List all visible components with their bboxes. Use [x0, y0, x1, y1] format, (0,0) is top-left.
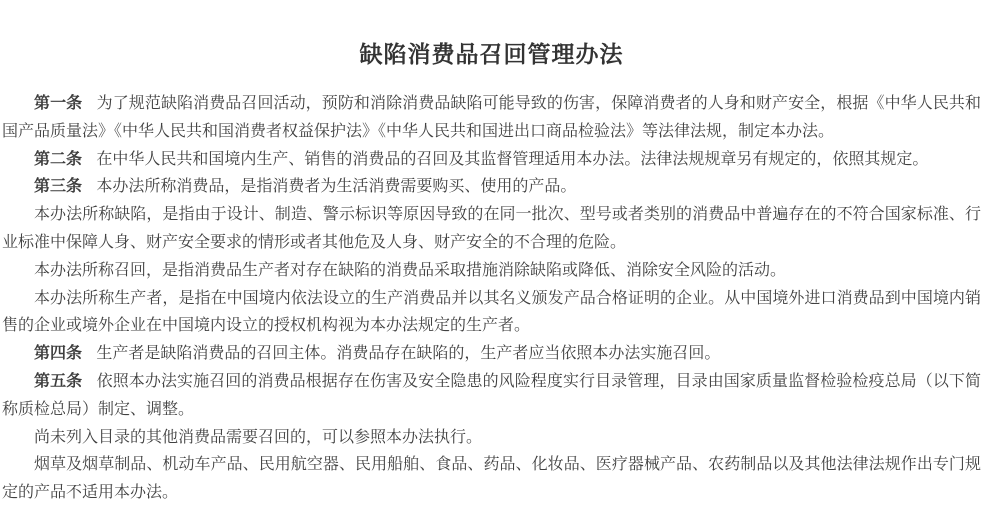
article-paragraph: [2, 340, 981, 368]
paragraph-text: 本办法所称消费品，是指消费者为生活消费需要购买、使用的产品。: [96, 178, 577, 196]
article-number: 第四条: [34, 345, 83, 363]
article-paragraph: [2, 368, 981, 424]
article-number: 第一条: [34, 95, 83, 112]
paragraph-text: 为了规范缺陷消费品召回活动，预防和消除消费品缺陷可能导致的伤害，保障消费者的人身和财产安全，根据《中华人民共和国产品质量法》《中华人民共和国消费者权益保护法》《中华人民共和国进出口商品检验法》等法律法规，制定本办法。: [2, 95, 981, 140]
article-paragraph: [2, 90, 981, 146]
article-number: 第二条: [34, 150, 83, 168]
paragraph-text: 本办法所称缺陷，是指由于设计、制造、警示标识等原因导致的在同一批次、型号或者类别的消费品中普遍存在的不符合国家标准、行业标准中保障人身、财产安全要求的情形或者其他危及人身、财产安全的不合理的危险。: [2, 206, 981, 251]
article-body: [2, 90, 981, 507]
paragraph-text: 烟草及烟草制品、机动车产品、民用航空器、民用船舶、食品、药品、化妆品、医疗器械产品、农药制品以及其他法律法规作出专门规定的产品不适用本办法。: [2, 456, 981, 502]
article-paragraph: [2, 285, 981, 341]
article-paragraph: [2, 451, 981, 507]
paragraph-text: 依照本办法实施召回的消费品根据存在伤害及安全隐患的风险程度实行目录管理，目录由国家质量监督检验检疫总局（以下简称质检总局）制定、调整。: [2, 372, 981, 418]
article-number: 第五条: [34, 372, 83, 390]
article-paragraph: [2, 257, 981, 285]
paragraph-text: 生产者是缺陷消费品的召回主体。消费品存在缺陷的，生产者应当依照本办法实施召回。: [96, 345, 721, 363]
paragraph-text: 本办法所称召回，是指消费品生产者对存在缺陷的消费品采取措施消除缺陷或降低、消除安全风险的活动。: [34, 261, 787, 279]
paragraph-text: 尚未列入目录的其他消费品需要召回的，可以参照本办法执行。: [34, 428, 483, 446]
page-title: 缺陷消费品召回管理办法: [359, 42, 624, 67]
paragraph-text: 在中华人民共和国境内生产、销售的消费品的召回及其监督管理适用本办法。法律法规规章另有规定的，依照其规定。: [96, 150, 929, 168]
paragraph-text: 本办法所称生产者，是指在中国境内依法设立的生产消费品并以其名义颁发产品合格证明的企业。从中国境外进口消费品到中国境内销售的企业或境外企业在中国境内设立的授权机构视为本办法规定的生产者。: [2, 289, 981, 335]
article-paragraph: [2, 424, 981, 452]
article-paragraph: [2, 173, 981, 201]
article-paragraph: [2, 201, 981, 257]
article-number: 第三条: [34, 178, 83, 196]
article-paragraph: [2, 146, 981, 174]
